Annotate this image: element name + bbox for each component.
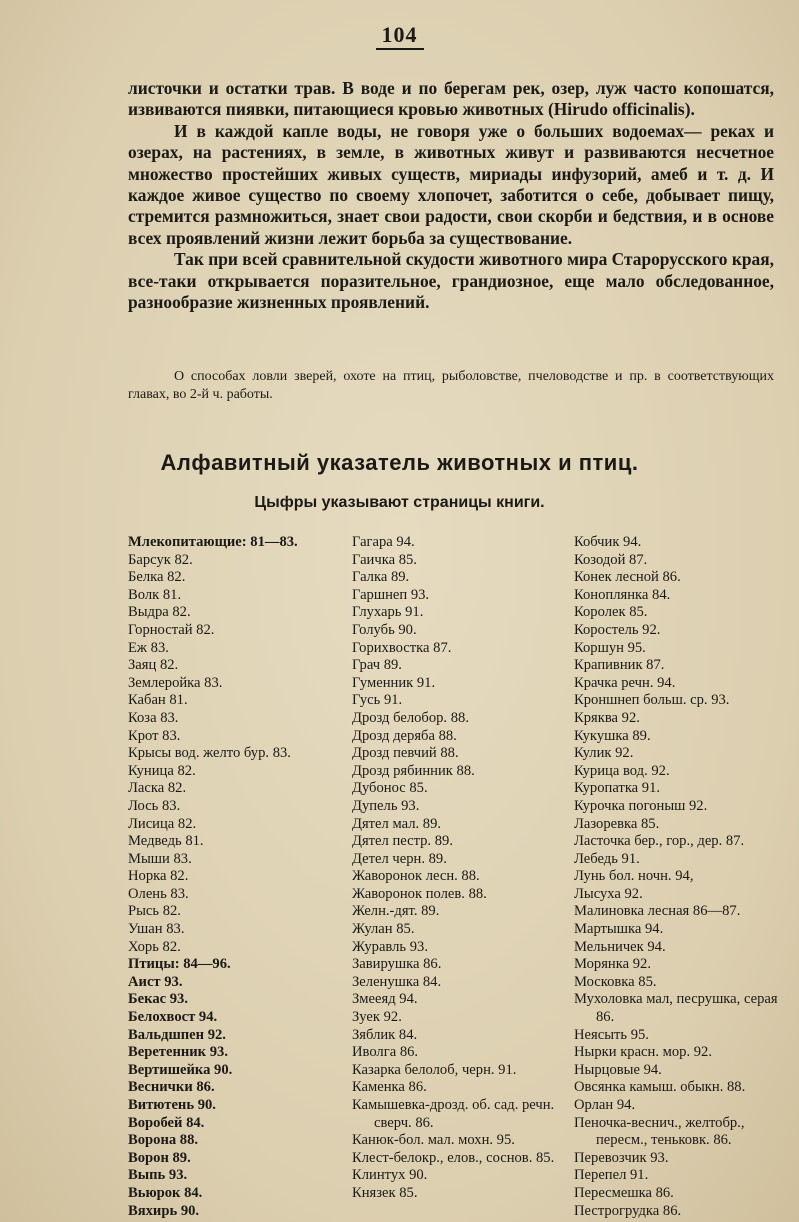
index-entry: Кулик 92. (574, 745, 634, 762)
index-entry: Зеленушка 84. (352, 973, 442, 990)
index-entry: Журавль 93. (352, 938, 428, 955)
index-entry: Землеройка 83. (128, 674, 223, 691)
index-entry: Витютень 90. (128, 1097, 216, 1113)
index-entry: Завирушка 86. (352, 956, 442, 973)
index-entry: Белка 82. (128, 569, 186, 586)
index-entry: Лунь бол. ночн. 94, (574, 868, 694, 885)
index-entry: Дрозд деряба 88. (352, 727, 457, 744)
index-entry: Неясыть 95. (574, 1026, 649, 1043)
index-entry: Мельничек 94. (574, 938, 666, 955)
index-entry: Зяблик 84. (352, 1026, 418, 1043)
index-entry: Еж 83. (128, 639, 169, 656)
index-entry: Лось 83. (128, 797, 181, 814)
index-entry: Клинтух 90. (352, 1167, 428, 1184)
index-entry: Крачка речн. 94. (574, 674, 676, 691)
index-entry: Змееяд 94. (352, 991, 418, 1008)
index-entry: Ворона 88. (128, 1132, 199, 1149)
index-entry: Курица вод. 92. (574, 762, 670, 779)
index-entry: Глухарь 91. (352, 604, 424, 621)
index-entry: Королек 85. (574, 604, 648, 621)
index-entry: Коза 83. (128, 709, 179, 726)
index-entry: Перевозчик 93. (574, 1149, 669, 1166)
index-entry: Коноплянка 84. (574, 586, 671, 603)
index-entry: Веретенник 93. (128, 1044, 228, 1061)
index-entry: Веснички 86. (128, 1079, 215, 1096)
index-entry: Кукушка 89. (574, 727, 651, 744)
index-entry: Козодой 87. (574, 551, 648, 568)
index-entry: Кроншнеп больш. ср. 93. (574, 692, 730, 709)
index-entry: Горностай 82. (128, 621, 215, 638)
index-entry: Бекас 93. (128, 991, 188, 1008)
index-entry: Перепел 91. (574, 1167, 649, 1184)
index-entry: Пестрогрудка 86. (574, 1202, 682, 1219)
index-entry: Галка 89. (352, 569, 410, 586)
index-entry: Ласка 82. (128, 780, 187, 797)
index-entry: Пеночка-веснич., желтобр., пересм., теньковк. 86. (574, 1114, 745, 1149)
paragraph-3: Так при всей сравнительной скудости животного мира Старорусского края, все-таки открывается поразительное, грандиозное, еще мало обследованное, разнообразие жизненных проявлений. (128, 249, 774, 313)
index-entry: Каменка 86. (352, 1079, 427, 1096)
index-entry: Крысы вод. желто бур. 83. (128, 745, 291, 762)
body-text (128, 78, 774, 313)
index-entry: Горихвостка 87. (352, 639, 452, 656)
index-entry: Морянка 92. (574, 956, 651, 973)
index-entry: Зуек 92. (352, 1009, 402, 1026)
index-entry: Вальдшпен 92. (128, 1026, 226, 1043)
index-entry: Куропатка 91. (574, 780, 661, 797)
index-entry: Дятел пестр. 89. (352, 833, 453, 850)
index-entry: Курочка погоныш 92. (574, 797, 708, 814)
index-entry: Мухоловка мал, песрушка, серая 86. (574, 991, 778, 1026)
footnote-text: О способах ловли зверей, охоте на птиц, рыболовстве, пчеловодстве и пр. в соответствующих главах, во 2-й ч. работы. (128, 369, 774, 402)
index-entry: Жулан 85. (352, 921, 415, 938)
index-entry: Дрозд певчий 88. (352, 745, 459, 762)
index-entry: Грач 89. (352, 657, 402, 674)
index-entry: Лысуха 92. (574, 885, 643, 902)
index-entry: Хорь 82. (128, 938, 181, 955)
index-entry: Пересмешка 86. (574, 1184, 674, 1201)
index-entry: Кобчик 94. (574, 534, 642, 550)
index-entry: Желн.-дят. 89. (352, 903, 440, 920)
index-entry: Орлан 94. (574, 1097, 636, 1113)
index-entry: Ушан 83. (128, 921, 185, 938)
index-entry: Гагара 94. (352, 534, 415, 550)
index-entry: Крапивник 87. (574, 657, 665, 674)
index-entry: Конек лесной 86. (574, 569, 681, 586)
index-title: Алфавитный указатель животных и птиц. (160, 450, 639, 475)
index-entry: Заяц 82. (128, 657, 179, 674)
index-entry: Барсук 82. (128, 551, 193, 568)
index-entry: Лазоревка 85. (574, 815, 660, 832)
index-entry: Казарка белолоб, черн. 91. (352, 1061, 517, 1078)
index-entry: Воробей 84. (128, 1114, 205, 1131)
index-entry: Дрозд белобор. 88. (352, 709, 469, 726)
index-entry: Ворон 89. (128, 1149, 191, 1166)
index-column-3 (574, 534, 784, 1220)
index-entry: Олень 83. (128, 885, 189, 902)
index-entry: Аист 93. (128, 973, 183, 990)
index-entry: Норка 82. (128, 868, 189, 885)
index-entry: Князек 85. (352, 1184, 418, 1201)
index-subtitle: Цыфры указывают страницы книги. (254, 494, 545, 511)
index-entry: Ласточка бер., гор., дер. 87. (574, 833, 745, 850)
index-entry: Жаворонок лесн. 88. (352, 868, 480, 885)
index-entry: Гаршнеп 93. (352, 586, 430, 603)
index-column-1 (128, 534, 343, 1220)
index-entry: Мыши 83. (128, 850, 192, 867)
index-entry: Крот 83. (128, 727, 181, 744)
index-entry: Дятел мал. 89. (352, 815, 442, 832)
index-entry: Детел черн. 89. (352, 850, 447, 867)
paragraph-1: листочки и остатки трав. В воде и по берегам рек, озер, луж часто копошатся, извиваются пиявки, питающиеся кровью животных (Hirudo officinalis). (128, 78, 774, 120)
index-entry: Волк 81. (128, 586, 182, 603)
index-entry: Лисица 82. (128, 815, 197, 832)
index-entry: Дубонос 85. (352, 780, 428, 797)
index-entry: Белохвост 94. (128, 1009, 218, 1026)
index-entry: Вертишейка 90. (128, 1061, 233, 1078)
index-entry: Малиновка лесная 86—87. (574, 903, 741, 920)
index-entry: Птицы: 84—96. (128, 956, 231, 973)
paragraph-2: И в каждой капле воды, не говоря уже о больших водоемах— реках и озерах, на растениях, в земле, в животных живут и развиваются несчетное множество простейших живых существ, мириады инфузорий, амеб и т. д. И каждое живое существо по своему хлопочет, заботится о себе, добывает пищу, стремится размножиться, знает свои радости, свои скорби и бедствия, и в основе всех проявлений жизни лежит борьба за существование. (128, 120, 774, 248)
index-entry: Коршун 95. (574, 639, 646, 656)
index-entry: Камышевка-дрозд. об. сад. речн. сверч. 86. (352, 1097, 555, 1131)
page-number: 104 (0, 22, 799, 48)
index-entry: Овсянка камыш. обыкн. 88. (574, 1079, 746, 1096)
index-entry: Коростель 92. (574, 621, 661, 638)
index-entry: Куница 82. (128, 762, 196, 779)
index-entry: Лебедь 91. (574, 850, 640, 867)
index-column-2 (352, 534, 567, 1203)
index-entry: Нырцовые 94. (574, 1061, 662, 1078)
footnote (128, 368, 774, 404)
index-entry: Голубь 90. (352, 621, 417, 638)
index-entry: Дрозд рябинник 88. (352, 762, 475, 779)
index-entry: Дупель 93. (352, 797, 420, 814)
index-entry: Иволга 86. (352, 1044, 419, 1061)
index-entry: Гусь 91. (352, 692, 403, 709)
index-entry: Рысь 82. (128, 903, 181, 920)
index-entry: Канюк-бол. мал. мохн. 95. (352, 1132, 515, 1149)
index-entry: Гаичка 85. (352, 551, 417, 568)
index-entry: Мартышка 94. (574, 921, 664, 938)
index-entry: Московка 85. (574, 973, 657, 990)
index-entry: Выдра 82. (128, 604, 191, 621)
index-entry: Медведь 81. (128, 833, 204, 850)
index-entry: Вяхирь 90. (128, 1202, 200, 1219)
index-entry: Вьюрок 84. (128, 1184, 203, 1201)
index-entry: Нырки красн. мор. 92. (574, 1044, 713, 1061)
index-entry: Выпь 93. (128, 1167, 188, 1184)
index-entry: Млекопитающие: 81—83. (128, 534, 298, 550)
index-entry: Гуменник 91. (352, 674, 436, 691)
index-entry: Жаворонок полев. 88. (352, 885, 487, 902)
index-entry: Кабан 81. (128, 692, 188, 709)
index-entry: Клест-белокр., елов., соснов. 85. (352, 1149, 555, 1166)
index-entry: Кряква 92. (574, 709, 640, 726)
